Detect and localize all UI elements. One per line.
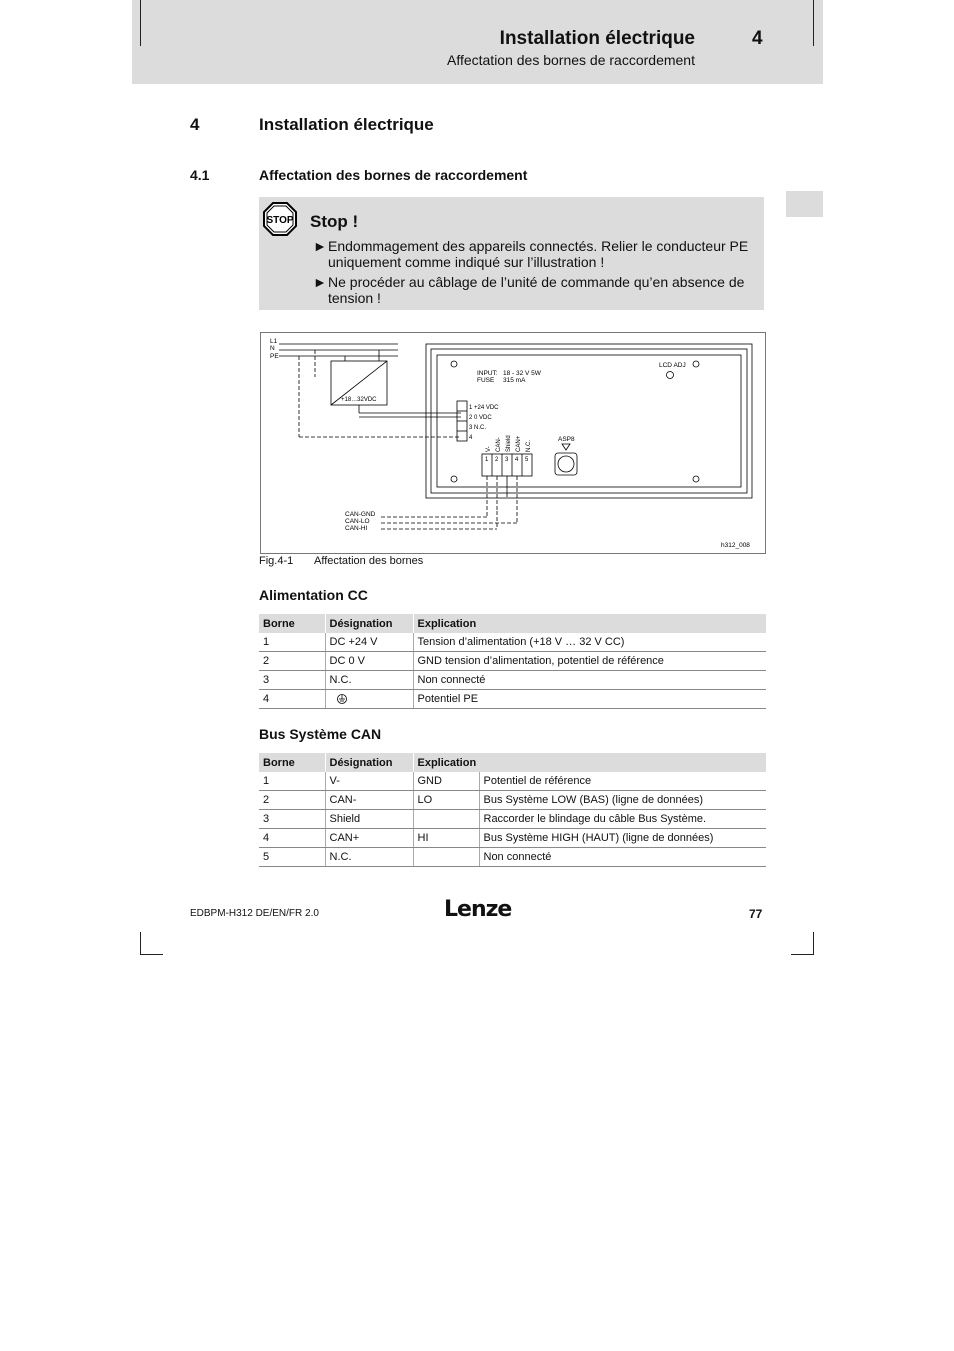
crop-mark [813,0,814,46]
table-cell: 2 [259,791,325,810]
table-cell: 1 [259,633,325,652]
table-row [259,791,766,810]
svg-text:ASP8: ASP8 [558,436,575,443]
table-cell: CAN- [325,791,413,810]
svg-text:Shield: Shield [506,435,512,452]
table-header: Borne [259,753,325,772]
table-cell: HI [413,829,479,848]
table-cell: Bus Système LOW (BAS) (ligne de données) [479,791,766,810]
table-cell: DC +24 V [325,633,413,652]
svg-text:CAN-HI: CAN-HI [345,525,368,532]
wiring-diagram [261,333,763,551]
table-cell: CAN+ [325,829,413,848]
header-band [132,0,823,84]
stop-title: Stop ! [310,212,359,231]
svg-text:4: 4 [515,457,519,463]
header-chapter-number: 4 [752,28,763,49]
svg-text:CAN-: CAN- [496,437,502,452]
crop-mark [140,954,163,955]
can-terminal-table [259,753,766,867]
table-cell: 1 [259,772,325,791]
table-row [259,690,766,709]
crop-mark [813,932,814,955]
dc-section-title: Alimentation CC [259,587,368,603]
svg-text:L1: L1 [270,338,278,345]
stop-icon [263,202,297,236]
table-row [259,652,766,671]
bullet-arrow-icon: ► [313,238,327,254]
figure-caption-number: Fig.4-1 [259,555,294,567]
table-cell: Non connecté [479,848,766,867]
svg-text:315 mA: 315 mA [503,377,526,384]
table-cell: GND tension d’alimentation, potentiel de référence [413,652,766,671]
table-header-row [259,753,766,772]
table-cell: 3 [259,671,325,690]
heading2-text: Affectation des bornes de raccordement [259,167,528,183]
stop-item-1: Endommagement des appareils connectés. Relier le conducteur PE uniquement comme indiqué sur l’illustration ! [328,238,749,270]
table-cell: Non connecté [413,671,766,690]
table-row [259,810,766,829]
svg-text:h312_008: h312_008 [721,542,750,549]
svg-text:CAN-GND: CAN-GND [345,511,376,518]
header-title: Installation électrique [499,28,695,49]
crop-mark [791,954,814,955]
crop-mark [140,0,141,46]
figure-caption-text: Affectation des bornes [314,555,424,567]
table-cell: LO [413,791,479,810]
table-row [259,848,766,867]
table-cell: Bus Système HIGH (HAUT) (ligne de données) [479,829,766,848]
heading2-number: 4.1 [190,167,210,183]
table-cell: N.C. [325,848,413,867]
table-cell: Shield [325,810,413,829]
stop-item-2: Ne procéder au câblage de l’unité de commande qu’en absence de tension ! [328,274,745,306]
table-cell [413,810,479,829]
svg-text:N: N [270,345,275,352]
table-cell: 5 [259,848,325,867]
footer-doc-id: EDBPM-H312 DE/EN/FR 2.0 [190,908,319,919]
stop-icon-text: STOP [266,215,294,226]
pe-ground-icon [336,693,348,705]
svg-text:PE: PE [270,353,279,360]
table-cell: Tension d’alimentation (+18 V … 32 V CC) [413,633,766,652]
table-header-row [259,614,766,633]
bullet-arrow-icon: ► [313,274,327,290]
table-cell: N.C. [325,671,413,690]
svg-text:CAN-LO: CAN-LO [345,518,370,525]
table-cell [325,690,413,709]
heading1-text: Installation électrique [259,115,434,134]
table-cell: 4 [259,690,325,709]
table-cell: V- [325,772,413,791]
crop-mark [140,932,141,955]
svg-text:3: 3 [505,457,509,463]
svg-text:1 +24 VDC: 1 +24 VDC [469,405,499,411]
svg-text:CAN+: CAN+ [516,435,522,452]
table-header: Désignation [325,614,413,633]
table-cell: 3 [259,810,325,829]
table-cell: Raccorder le blindage du câble Bus Système. [479,810,766,829]
svg-text:5: 5 [525,457,529,463]
table-cell: DC 0 V [325,652,413,671]
svg-text:4: 4 [469,435,473,441]
svg-text:FUSE: FUSE [477,377,495,384]
table-cell: GND [413,772,479,791]
svg-text:3 N.C.: 3 N.C. [469,425,487,431]
svg-text:+18…32VDC: +18…32VDC [341,397,377,403]
dc-terminal-table [259,614,766,709]
svg-text:LCD ADJ: LCD ADJ [659,362,686,369]
heading1-number: 4 [190,115,200,134]
table-row [259,671,766,690]
header-subtitle: Affectation des bornes de raccordement [446,52,695,68]
table-row [259,772,766,791]
table-cell: 2 [259,652,325,671]
svg-text:V-: V- [486,446,492,452]
table-row [259,829,766,848]
table-header: Borne [259,614,325,633]
svg-text:1: 1 [485,457,489,463]
table-cell: 4 [259,829,325,848]
svg-text:N.C.: N.C. [526,440,532,452]
lenze-logo: Lenze [444,897,512,922]
page-number: 77 [749,907,763,921]
svg-text:2 0 VDC: 2 0 VDC [469,415,492,421]
table-cell: Potentiel PE [413,690,766,709]
svg-text:18 - 32 V 5W: 18 - 32 V 5W [503,370,541,377]
can-section-title: Bus Système CAN [259,726,382,742]
table-header: Désignation [325,753,413,772]
table-row [259,633,766,652]
svg-text:2: 2 [495,457,499,463]
table-header: Explication [413,614,766,633]
chapter-side-tab [786,191,823,217]
table-cell: Potentiel de référence [479,772,766,791]
table-header: Explication [413,753,766,772]
table-cell [413,848,479,867]
svg-text:INPUT:: INPUT: [477,370,498,377]
